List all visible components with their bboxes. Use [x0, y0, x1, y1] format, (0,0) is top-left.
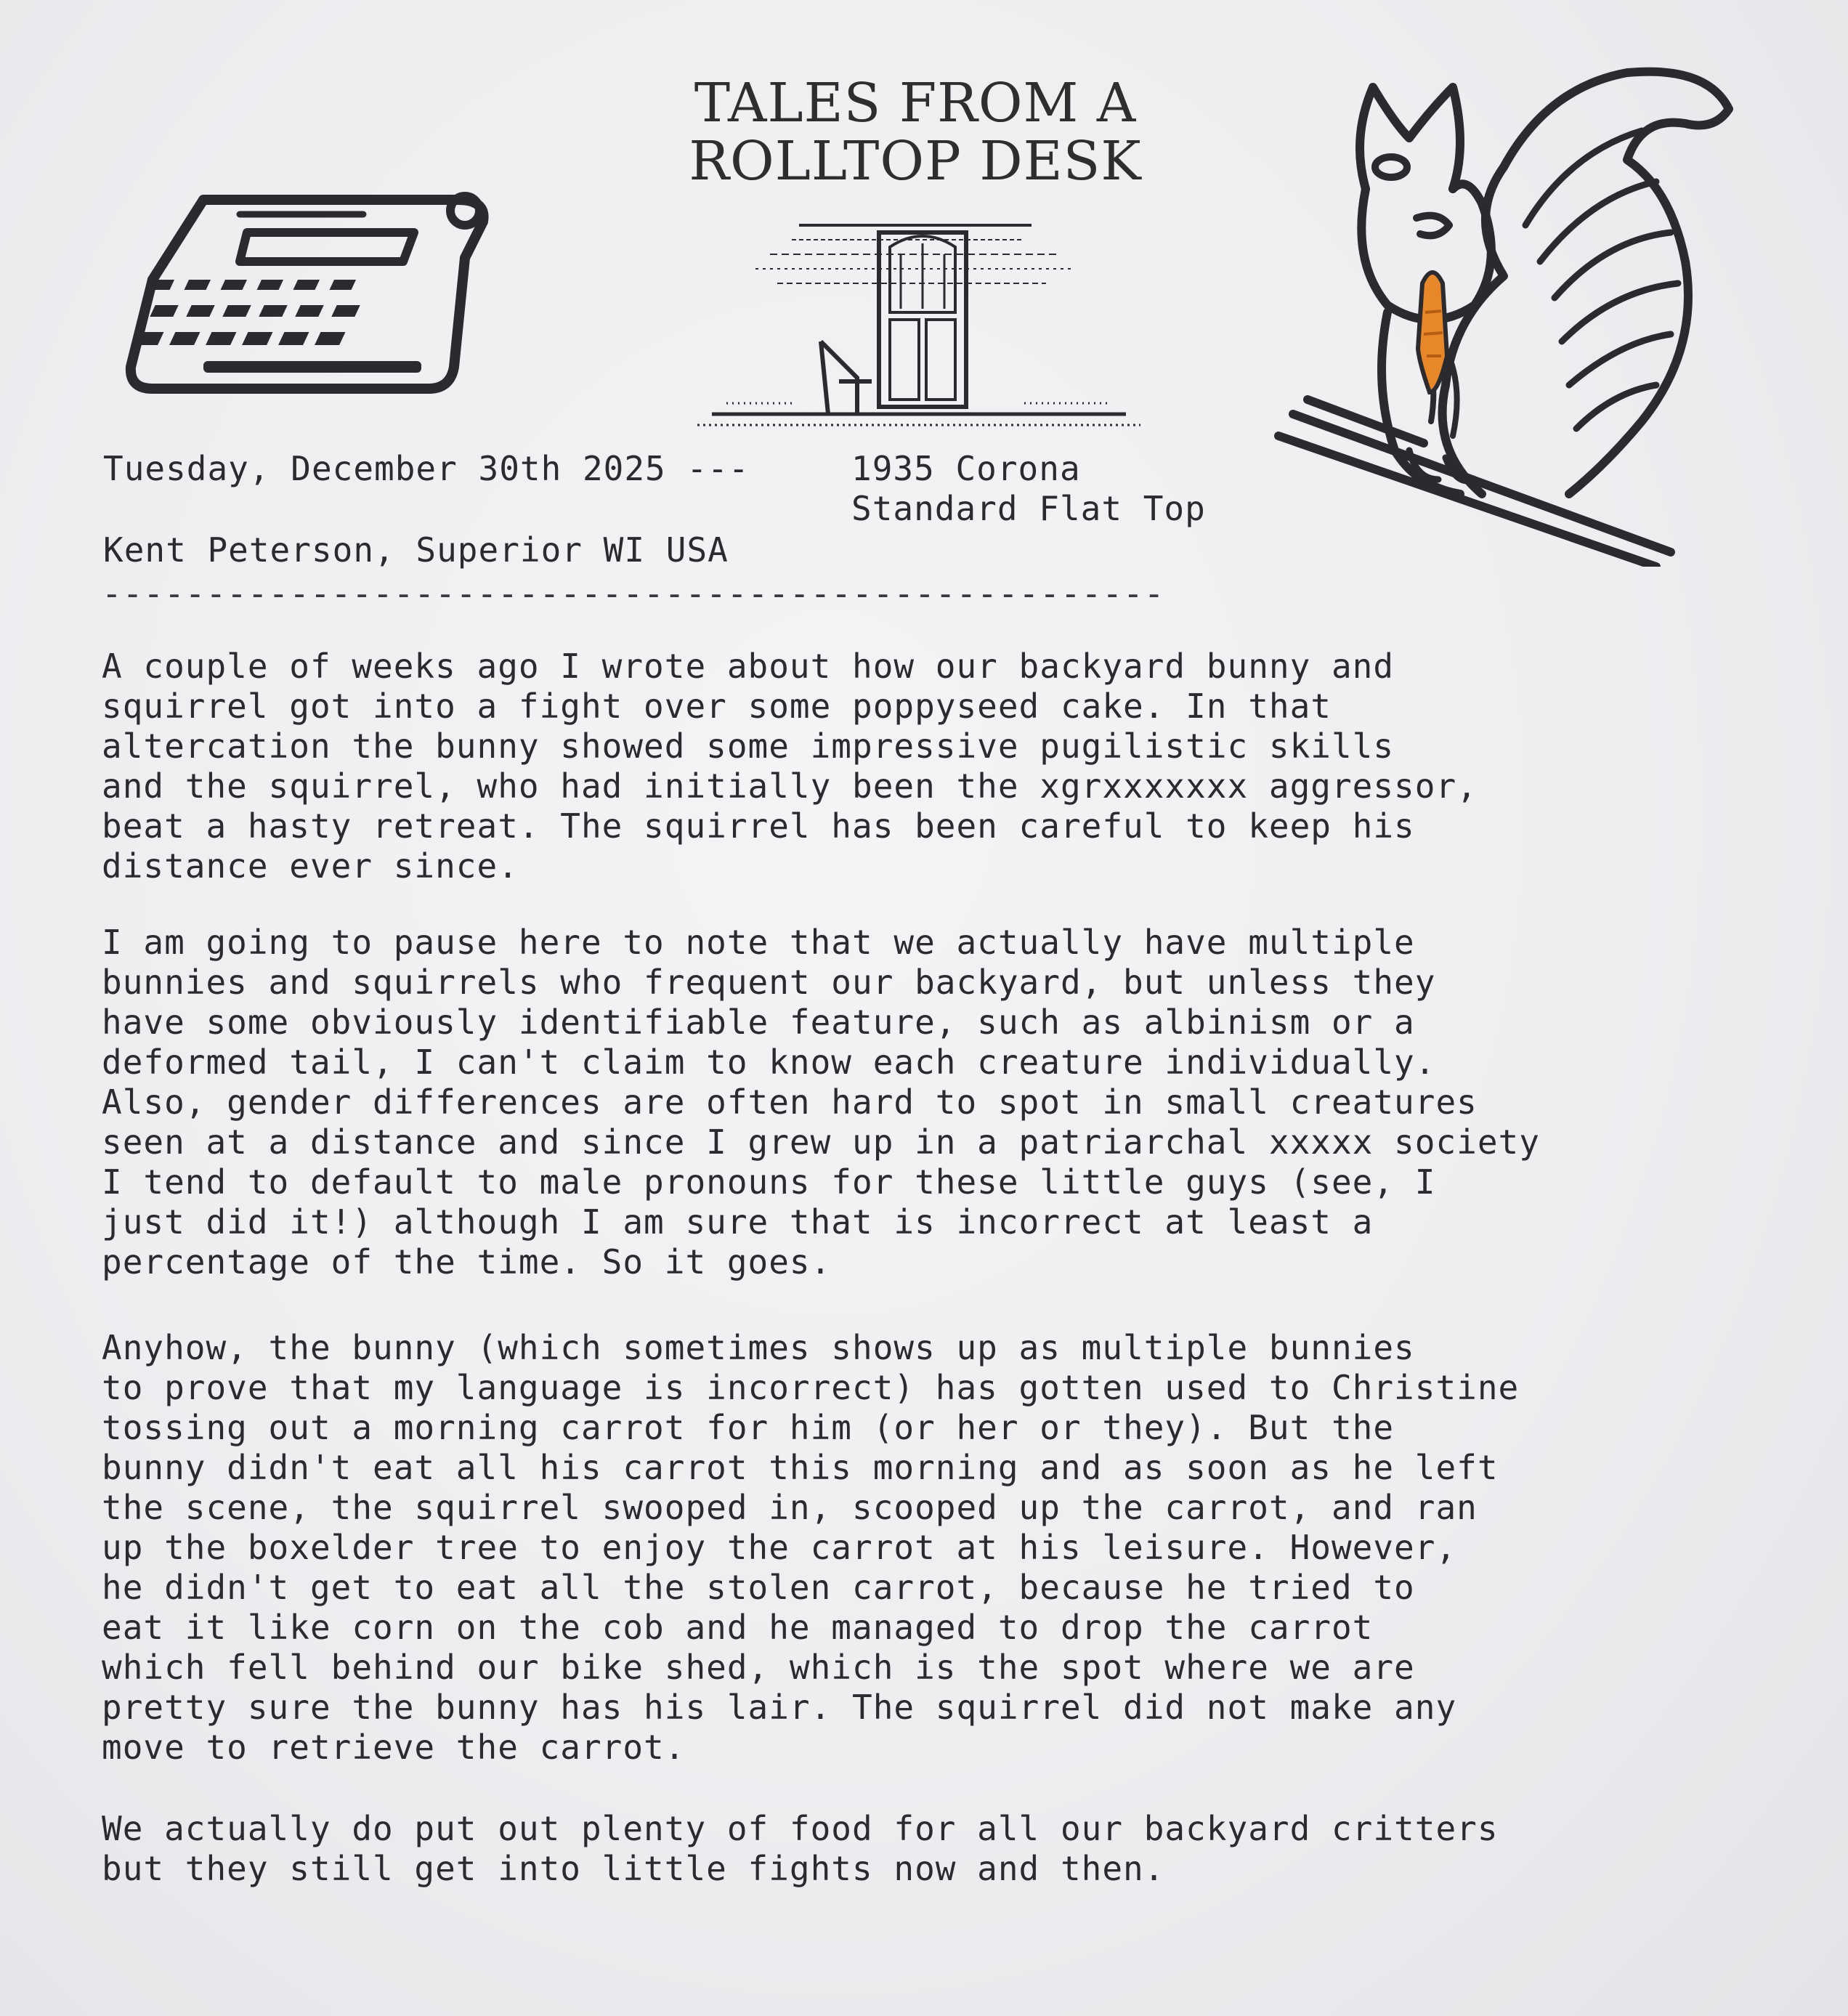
text-line: squirrel got into a fight over some poppyseed cake. In that: [102, 687, 1332, 726]
text-line: just did it!) although I am sure that is incorrect at least a: [102, 1202, 1374, 1242]
squirrel-with-carrot-stamp: [1264, 44, 1743, 567]
text-line: have some obviously identifiable feature, such as albinism or a: [102, 1003, 1415, 1042]
author-line: Kent Peterson, Superior WI USA: [103, 530, 729, 570]
text-line: eat it like corn on the cob and he managed to drop the carrot: [102, 1608, 1374, 1647]
text-line: deformed tail, I can't claim to know each creature individually.: [102, 1043, 1436, 1082]
paragraph-3: [102, 1328, 1772, 1768]
text-line: percentage of the time. So it goes.: [102, 1242, 832, 1282]
text-line: Also, gender differences are often hard to spot in small creatures: [102, 1082, 1478, 1122]
text-line: beat a hasty retreat. The squirrel has been careful to keep his: [102, 806, 1415, 846]
text-line: to prove that my language is incorrect) has gotten used to Christine: [102, 1368, 1520, 1407]
text-line: distance ever since.: [102, 846, 519, 886]
text-line: Anyhow, the bunny (which sometimes shows up as multiple bunnies: [102, 1328, 1415, 1367]
text-line: he didn't get to eat all the stolen carrot, because he tried to: [102, 1568, 1415, 1607]
paragraph-2: [102, 923, 1772, 1282]
text-line: A couple of weeks ago I wrote about how our backyard bunny and: [102, 647, 1395, 686]
text-line: We actually do put out plenty of food for all our backyard critters: [102, 1809, 1499, 1848]
text-line: move to retrieve the carrot.: [102, 1728, 686, 1767]
text-line: bunny didn't eat all his carrot this morning and as soon as he left: [102, 1448, 1499, 1487]
text-line: I am going to pause here to note that we actually have multiple: [102, 923, 1415, 962]
text-line: tossing out a morning carrot for him (or her or they). But the: [102, 1408, 1395, 1447]
text-line: and the squirrel, who had initially been the xgrxxxxxxx aggressor,: [102, 766, 1478, 806]
typewriter-model-line-1: 1935 Corona: [851, 449, 1081, 488]
typewriter-stamp: [123, 171, 501, 403]
text-line: bunnies and squirrels who frequent our backyard, but unless they: [102, 963, 1436, 1002]
paragraph-1: [102, 647, 1772, 886]
text-line: but they still get into little fights now and then.: [102, 1849, 1165, 1888]
masthead-line-2: ROLLTOP DESK: [689, 130, 1142, 193]
text-line: seen at a distance and since I grew up in a patriarchal xxxxx society: [102, 1122, 1540, 1162]
text-line: which fell behind our bike shed, which is the spot where we are: [102, 1648, 1415, 1687]
typewriter-model: [851, 449, 1206, 529]
dateline: Tuesday, December 30th 2025 ---: [103, 449, 750, 488]
rolltop-desk-stamp: [683, 211, 1155, 436]
masthead-title: [676, 73, 1155, 192]
text-line: altercation the bunny showed some impressive pugilistic skills: [102, 726, 1395, 766]
typewriter-model-line-2: Standard Flat Top: [851, 489, 1206, 528]
divider-rule: ---------------------------------------------------: [102, 574, 1165, 613]
masthead-line-1: TALES FROM A: [694, 72, 1137, 134]
paragraph-4: [102, 1809, 1772, 1889]
text-line: the scene, the squirrel swooped in, scooped up the carrot, and ran: [102, 1488, 1478, 1527]
text-line: up the boxelder tree to enjoy the carrot at his leisure. However,: [102, 1528, 1457, 1567]
text-line: pretty sure the bunny has his lair. The squirrel did not make any: [102, 1688, 1457, 1727]
text-line: I tend to default to male pronouns for these little guys (see, I: [102, 1162, 1436, 1202]
